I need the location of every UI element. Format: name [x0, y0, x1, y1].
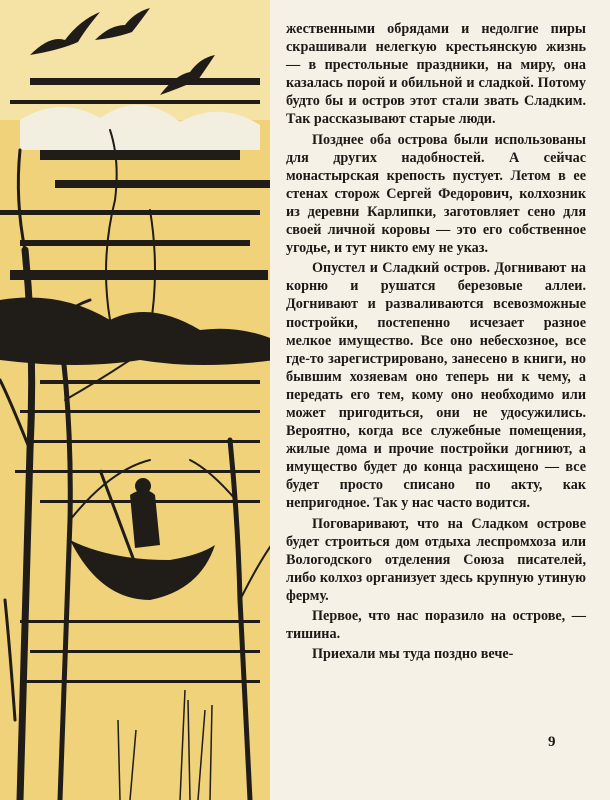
paragraph-2: Позднее оба острова были использованы для других надобностей. А сейчас монастырская крепость пустует. Летом в ее стенах сторож Сергей Федорович, колхозник из деревни Карлипки, заготовляет сено для своей личной коровы — это его собственное угодье, и тут никто ему не указ.: [286, 131, 586, 257]
streak: [40, 150, 240, 160]
paragraph-3: Опустел и Сладкий остров. Догнивают на корню и рушатся березовые аллеи. Догнивают и разваливаются всевозможные постройки, постепенно исчезает разное мелкое имущество. Все оно небесхозное, все где-то зарегистрировано, занесено в книги, но бывшим хозяевам оно теперь ни к чему, а передать его тем, кому оно необходимо или может пригодиться, они не удосужились. Вероятно, когда все служебные помещения, жилые дома и прочие постройки догниют, а имущество будет до конца расхищено — все будет просто списано по акту, как непригодное. Так у нас часто водится.: [286, 260, 586, 512]
rower-head: [135, 478, 151, 494]
streak: [20, 240, 250, 246]
streak: [40, 380, 260, 384]
page-gutter: [270, 0, 278, 800]
streak: [30, 78, 260, 85]
streak: [0, 210, 260, 215]
streak: [15, 470, 260, 473]
paragraph-6: Приехали мы туда поздно вече-: [312, 646, 514, 663]
streak: [10, 100, 260, 104]
streak: [20, 410, 260, 413]
streak: [20, 620, 260, 623]
streak: [20, 680, 260, 683]
page-number: 9: [548, 734, 556, 750]
streak: [10, 270, 268, 280]
paragraph-4: Поговаривают, что на Сладком острове будет строиться дом отдыха леспромхоза или Вологодского отделения Союза писателей, либо колхоз организует здесь крупную утиную ферму.: [286, 515, 586, 604]
streak: [30, 440, 260, 443]
article-text: [286, 20, 586, 720]
paragraph-5: Первое, что нас поразило на острове, — тишина.: [286, 608, 586, 643]
paragraph-1: жественными обрядами и недолгие пиры скрашивали нелегкую крестьянскую жизнь — в престольные праздники, на миру, она казалась порой и обильной и сладкой. Потому будто бы и остров этот стали звать Сладким. Так рассказывают старые люди.: [286, 21, 586, 128]
streak: [55, 180, 275, 188]
illustration-svg: [0, 0, 278, 800]
illustration-boat-on-lake: [0, 0, 278, 800]
